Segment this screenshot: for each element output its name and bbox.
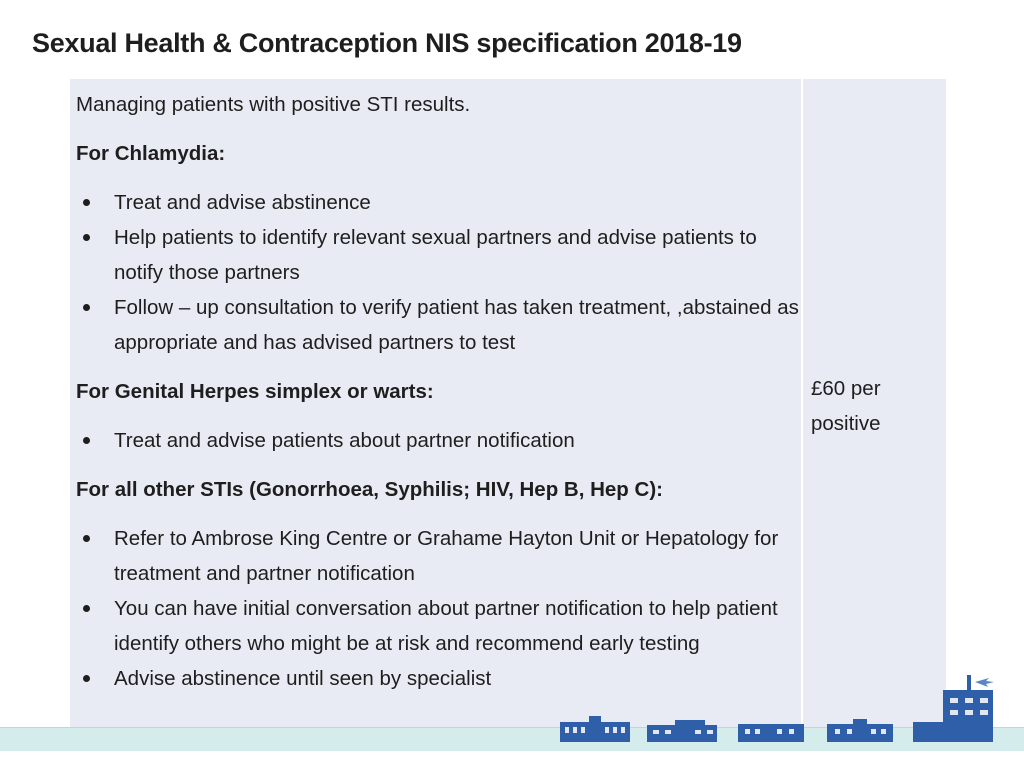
- window-shape: [777, 729, 782, 734]
- window-shape: [573, 727, 577, 733]
- list-item: Treat and advise patients about partner notification: [76, 423, 801, 458]
- window-shape: [965, 710, 973, 715]
- window-shape: [653, 730, 659, 734]
- window-shape: [621, 727, 625, 733]
- list-item: Advise abstinence until seen by specialist: [76, 661, 801, 696]
- window-shape: [755, 729, 760, 734]
- window-shape: [581, 727, 585, 733]
- chlamydia-bullet-list: [76, 185, 801, 360]
- section-heading-chlamydia: For Chlamydia:: [76, 142, 226, 165]
- building-shape: [589, 716, 601, 724]
- building-shape: [853, 719, 867, 725]
- fee-unit: positive: [811, 412, 881, 435]
- window-shape: [950, 698, 958, 703]
- page-title: Sexual Health & Contraception NIS specification 2018-19: [32, 28, 742, 58]
- fee-amount: £60 per: [811, 377, 881, 400]
- window-shape: [965, 698, 973, 703]
- window-shape: [613, 727, 617, 733]
- window-shape: [707, 730, 713, 734]
- window-shape: [745, 729, 750, 734]
- city-skyline-graphic: [555, 670, 1000, 745]
- list-item: You can have initial conversation about partner notification to help patient identify others who might be at risk and recommend early testing: [76, 591, 801, 661]
- window-shape: [980, 698, 988, 703]
- list-item: Treat and advise abstinence: [76, 185, 801, 220]
- specification-table: [70, 78, 946, 727]
- intro-text: Managing patients with positive STI results.: [76, 93, 471, 116]
- window-shape: [871, 729, 876, 734]
- fee-cell: [803, 79, 946, 727]
- section-heading-herpes-warts: For Genital Herpes simplex or warts:: [76, 380, 434, 403]
- building-shape: [943, 690, 993, 742]
- window-shape: [789, 729, 794, 734]
- window-shape: [605, 727, 609, 733]
- window-shape: [695, 730, 701, 734]
- window-shape: [980, 710, 988, 715]
- window-shape: [665, 730, 671, 734]
- list-item: Help patients to identify relevant sexual partners and advise patients to notify those partners: [76, 220, 801, 290]
- building-shape: [967, 675, 971, 691]
- window-shape: [847, 729, 852, 734]
- service-description-cell: [70, 79, 803, 727]
- herpes-bullet-list: [76, 423, 801, 458]
- window-shape: [565, 727, 569, 733]
- list-item: Follow – up consultation to verify patient has taken treatment, ,abstained as appropriate and has advised partners to test: [76, 290, 801, 360]
- window-shape: [881, 729, 886, 734]
- airplane-icon: [975, 678, 994, 687]
- section-heading-other-stis: For all other STIs (Gonorrhoea, Syphilis; HIV, Hep B, Hep C):: [76, 478, 663, 501]
- list-item: Refer to Ambrose King Centre or Grahame Hayton Unit or Hepatology for treatment and partner notification: [76, 521, 801, 591]
- building-shape: [560, 722, 630, 742]
- window-shape: [835, 729, 840, 734]
- window-shape: [950, 710, 958, 715]
- building-shape: [675, 720, 705, 726]
